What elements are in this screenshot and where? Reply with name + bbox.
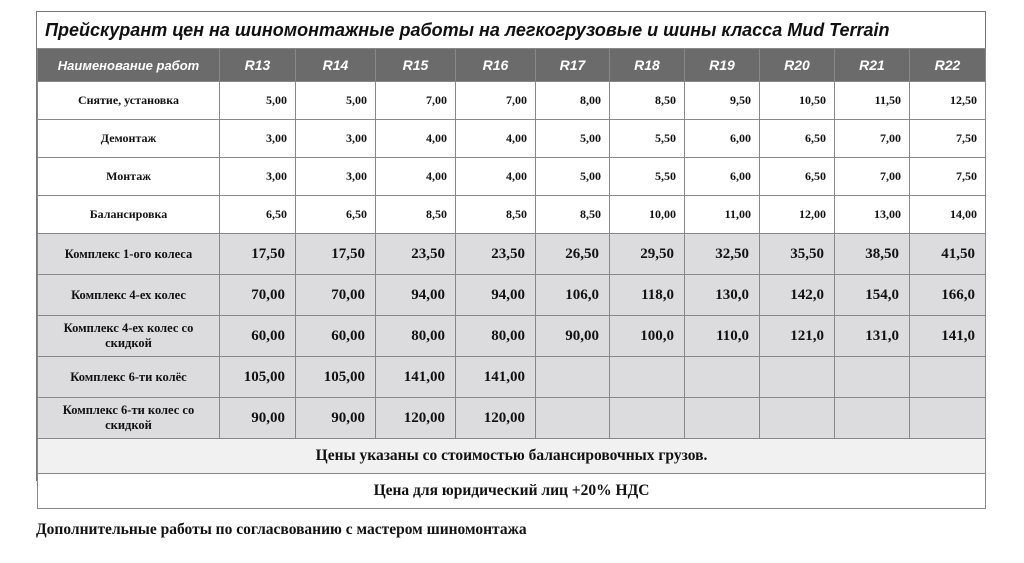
price-cell: 3,00 [296, 120, 376, 158]
price-cell: 7,00 [376, 82, 456, 120]
price-cell: 29,50 [610, 234, 685, 275]
price-cell: 8,50 [376, 196, 456, 234]
price-cell [835, 398, 910, 439]
table-row [38, 275, 986, 316]
price-cell: 3,00 [296, 158, 376, 196]
table-row [38, 398, 986, 439]
price-cell: 80,00 [456, 316, 536, 357]
price-cell: 105,00 [220, 357, 296, 398]
price-cell: 17,50 [296, 234, 376, 275]
price-cell [536, 357, 610, 398]
price-cell [536, 398, 610, 439]
price-cell: 8,50 [536, 196, 610, 234]
row-label: Снятие, установка [38, 82, 220, 120]
price-list-sheet [36, 11, 986, 499]
price-cell: 94,00 [456, 275, 536, 316]
price-cell: 5,50 [610, 158, 685, 196]
note-row [38, 439, 986, 474]
price-cell: 70,00 [296, 275, 376, 316]
price-cell: 7,00 [456, 82, 536, 120]
price-cell [910, 357, 986, 398]
price-cell [610, 357, 685, 398]
price-cell: 5,50 [610, 120, 685, 158]
price-cell: 90,00 [220, 398, 296, 439]
row-label: Комплекс 1-ого колеса [38, 234, 220, 275]
price-cell: 141,00 [376, 357, 456, 398]
price-cell: 142,0 [760, 275, 835, 316]
price-cell: 90,00 [536, 316, 610, 357]
column-header-size: R19 [685, 49, 760, 82]
price-cell: 13,00 [835, 196, 910, 234]
column-header-size: R18 [610, 49, 685, 82]
price-cell: 6,50 [760, 158, 835, 196]
price-cell: 8,00 [536, 82, 610, 120]
column-header-size: R14 [296, 49, 376, 82]
price-cell: 12,00 [760, 196, 835, 234]
price-cell: 5,00 [536, 120, 610, 158]
note-weights: Цены указаны со стоимостью балансировочных грузов. [38, 439, 986, 474]
price-cell [910, 398, 986, 439]
price-cell: 10,00 [610, 196, 685, 234]
price-cell: 105,00 [296, 357, 376, 398]
row-label: Монтаж [38, 158, 220, 196]
price-cell: 4,00 [456, 158, 536, 196]
price-cell: 118,0 [610, 275, 685, 316]
price-cell: 6,00 [685, 158, 760, 196]
table-row [38, 196, 986, 234]
price-cell: 4,00 [376, 120, 456, 158]
page-title: Прейскурант цен на шиномонтажные работы на легкогрузовые и шины класса Mud Terrain [45, 20, 890, 40]
column-header-size: R20 [760, 49, 835, 82]
price-cell: 7,50 [910, 120, 986, 158]
price-table [37, 48, 986, 509]
price-cell: 6,50 [296, 196, 376, 234]
price-cell: 8,50 [610, 82, 685, 120]
row-label: Комплекс 6-ти колес со скидкой [38, 398, 220, 439]
price-cell: 110,0 [685, 316, 760, 357]
price-cell: 17,50 [220, 234, 296, 275]
price-cell: 80,00 [376, 316, 456, 357]
price-cell: 94,00 [376, 275, 456, 316]
price-cell [685, 398, 760, 439]
row-label: Комплекс 4-ех колес со скидкой [38, 316, 220, 357]
price-cell: 130,0 [685, 275, 760, 316]
price-cell: 23,50 [376, 234, 456, 275]
column-header-size: R17 [536, 49, 610, 82]
price-cell: 141,00 [456, 357, 536, 398]
price-cell: 100,0 [610, 316, 685, 357]
price-cell: 8,50 [456, 196, 536, 234]
table-row [38, 316, 986, 357]
row-label: Балансировка [38, 196, 220, 234]
price-cell: 6,00 [685, 120, 760, 158]
price-cell [610, 398, 685, 439]
price-cell: 35,50 [760, 234, 835, 275]
price-cell [760, 398, 835, 439]
row-label: Демонтаж [38, 120, 220, 158]
price-cell: 7,50 [910, 158, 986, 196]
price-cell: 60,00 [220, 316, 296, 357]
price-cell: 120,00 [456, 398, 536, 439]
table-row [38, 234, 986, 275]
table-header-row [38, 49, 986, 82]
price-cell: 5,00 [220, 82, 296, 120]
table-row [38, 357, 986, 398]
note-row [38, 474, 986, 509]
price-cell: 131,0 [835, 316, 910, 357]
price-cell: 3,00 [220, 120, 296, 158]
price-cell: 90,00 [296, 398, 376, 439]
price-cell: 166,0 [910, 275, 986, 316]
price-cell: 4,00 [456, 120, 536, 158]
price-cell: 7,00 [835, 120, 910, 158]
price-cell: 121,0 [760, 316, 835, 357]
price-cell [685, 357, 760, 398]
price-cell: 154,0 [835, 275, 910, 316]
price-cell: 41,50 [910, 234, 986, 275]
column-header-name: Наименование работ [38, 49, 220, 82]
price-cell: 141,0 [910, 316, 986, 357]
column-header-size: R13 [220, 49, 296, 82]
price-cell: 11,50 [835, 82, 910, 120]
price-cell: 38,50 [835, 234, 910, 275]
column-header-size: R22 [910, 49, 986, 82]
price-cell: 60,00 [296, 316, 376, 357]
price-cell: 23,50 [456, 234, 536, 275]
column-header-size: R15 [376, 49, 456, 82]
price-cell: 11,00 [685, 196, 760, 234]
table-row [38, 120, 986, 158]
price-cell: 70,00 [220, 275, 296, 316]
column-header-size: R16 [456, 49, 536, 82]
price-cell: 12,50 [910, 82, 986, 120]
price-cell: 32,50 [685, 234, 760, 275]
price-cell: 26,50 [536, 234, 610, 275]
row-label: Комплекс 4-ех колес [38, 275, 220, 316]
price-cell: 7,00 [835, 158, 910, 196]
price-cell: 5,00 [296, 82, 376, 120]
note-vat: Цена для юридический лиц +20% НДС [38, 474, 986, 509]
footer-note: Дополнительные работы по согласвованию с мастером шиномонтажа [36, 521, 527, 538]
price-cell: 3,00 [220, 158, 296, 196]
price-cell [760, 357, 835, 398]
price-cell: 9,50 [685, 82, 760, 120]
column-header-size: R21 [835, 49, 910, 82]
row-label: Комплекс 6-ти колёс [38, 357, 220, 398]
price-cell: 10,50 [760, 82, 835, 120]
price-cell: 6,50 [760, 120, 835, 158]
price-cell: 14,00 [910, 196, 986, 234]
price-cell: 120,00 [376, 398, 456, 439]
price-cell: 6,50 [220, 196, 296, 234]
price-cell: 4,00 [376, 158, 456, 196]
price-cell: 106,0 [536, 275, 610, 316]
price-cell: 5,00 [536, 158, 610, 196]
table-row [38, 158, 986, 196]
table-row [38, 82, 986, 120]
price-cell [835, 357, 910, 398]
